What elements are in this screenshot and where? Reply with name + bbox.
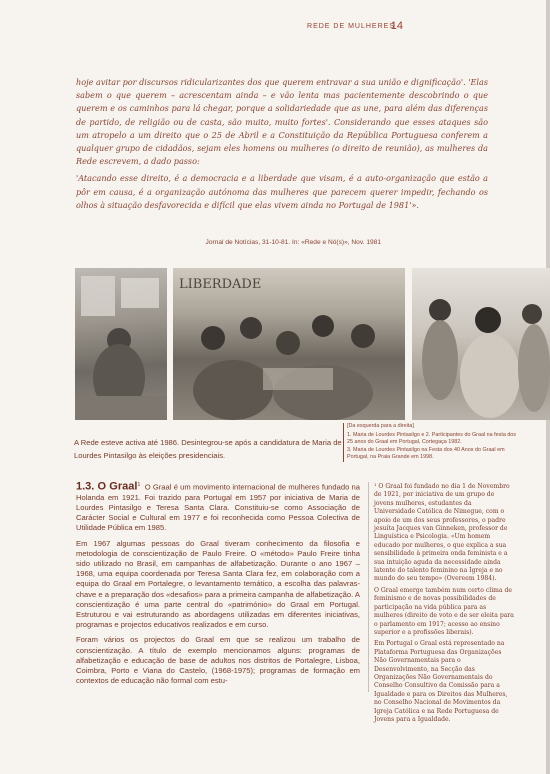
photo-graal-party [173, 268, 405, 420]
photo-caption: A Rede esteve activa até 1986. Desintegrou-se após a candidatura de Maria de Lourdes Pintasilgo às eleições presidenciais. [74, 438, 342, 460]
section-paragraph-1: O Graal é um movimento internacional de mulheres fundado na Holanda em 1921. Foi trazido para Portugal em 1957 por iniciativa de Maria de Lourdes Pintasilgo e Teresa Santa Clara. Constituiu-se como Associação de Carácter Social e Cultural em 1977 e foi reconhecida como Pessoa Colectiva de Utilidade Pública em 1985. [76, 482, 360, 533]
photo-graal-40-years [412, 268, 550, 420]
quote-block [76, 76, 488, 216]
section-intro [76, 480, 360, 534]
photo-1-illustration [75, 268, 167, 420]
running-title: REDE DE MULHERES [307, 23, 395, 30]
banner-text: LIBERDADE [179, 277, 262, 292]
footnote-paragraph-1: ¹ O Graal foi fundado no dia 1 de Novembro de 1921, por iniciativa de um grupo de jovens mulheres, estudantes da Universidade Católica de Nimegue, com o apoio de um dos seus professores, o padre jesuíta Jacques van Ginneken, professor de Linguística e Psicologia. «Um homem educado por mulheres, o que explica a sua sensibilidade à primeira onda feminista e a sua intuição aguda da necessidade ainda latente do talento feminino na Igreja e no mundo do seu tempo» (Overeem 1984). [374, 483, 510, 583]
section-paragraph-2: Em 1967 algumas pessoas do Graal tiveram conhecimento da filosofia e metodologia de conscientização de Paulo Freire. O «método» Paulo Freire tinha sido utilizado no Brasil, em campanhas de alfabetização. Durante o ano 1967 – 1968, uma equipa coordenada por Teresa Santa Clara fez, em colaboração com a equipa do Graal em Portalegre, o levantamento temático, a escolha das palavras-chave e a preparação dos «desafios» para a primeira campanha de alfabetização. A conscientização é uma parte central do «património» do Graal em Portugal. Estruturou e vai estruturando as abordagens utilizadas em diferentes iniciativas, programas e projectos educativos realizados e em curso. [76, 538, 360, 630]
section-heading-footnote-ref: 1 [137, 482, 141, 488]
page-number: 14 [390, 20, 403, 32]
credits-item-1: 1. Maria de Lourdes Pintasilgo e 2. Participantes do Graal na festa dos 25 anos do Graal em Portugal, Cortegaça 1982. [347, 431, 517, 446]
photo-pintasilgo [75, 268, 167, 420]
photo-3-illustration [412, 268, 550, 420]
footnote-block [374, 483, 514, 727]
section-heading: 1.3. O Graal [76, 480, 138, 493]
section-paragraph-3: Foram vários os projectos do Graal em que se realizou um trabalho de conscientização. A título de exemplo mencionamos alguns: programas de alfabetização e educação de base de adultos nos distritos de Portalegre, Lisboa, Coimbra, Porto e Viana do Castelo, (1968-1975); programas de formação em contextos de educação não formal com estu- [76, 635, 360, 686]
footnote-rule [368, 482, 369, 692]
page-header [0, 0, 550, 44]
quote-paragraph-2: 'Atacando esse direito, é a democracia e a liberdade que visam, é a auto-organização que estão a pôr em causa, é a organização autónoma das mulheres que parecem querer impedir, fechando os olhos à situação desfavorecida e difícil que elas vivem ainda no Portugal de 1981'». [76, 173, 488, 210]
quote-source: Jornal de Notícias, 31-10-81. In: «Rede e Nó(s)», Nov. 1981 [205, 239, 381, 246]
footnote-paragraph-3: Em Portugal o Graal está representado na Plataforma Portuguesa das Organizações Não Governamentais para o Desenvolvimento, na Secção das Organizações Não Governamentais do Conselho Consultivo da Comissão para a Igualdade e para os Direitos das Mulheres, no Conselho Nacional de Movimentos da Igreja Católica e na Rede Portuguesa de Jovens para a Igualdade. [374, 640, 508, 723]
footnote-paragraph-2: O Graal emerge também num certo clima de feminismo e de novas possibilidades de participação na vida pública para as mulheres (direito de voto e de ser eleita para o parlamento em 1917; acesso ao ensino superior e a profissões liberais). [374, 586, 514, 636]
credits-title: [Da esquerda para a direita] [347, 423, 414, 429]
photo-credits [343, 423, 517, 462]
quote-paragraph-1: hoje avitar por discursos ridicularizantes dos que querem entravar a sua união e dignificação'. 'Elas sabem o que querem – acrescentam ainda – e vão lenta mas pacientemente descobrindo o que querem e os caminhos para lá chegar, porque a solidariedade que as une, para além das diferenças de partido, de religião ou de casta, são muito, muito fortes'. Considerando que esses ataques são um atropelo a um direito que o 25 de Abril e a Constituição da República Portuguesa conferem a qualquer grupo de cidadãos, sejam eles homens ou mulheres (o direito de reunião), as mulheres da Rede escrevem, a dado passo: [76, 77, 488, 167]
credits-item-2: 3. Maria de Lourdes Pintasilgo na Festa dos 40 Anos do Graal em Portugal, na Praia Grande em 1998. [347, 446, 505, 461]
photo-2-illustration [173, 268, 405, 420]
section-graal [76, 480, 360, 691]
